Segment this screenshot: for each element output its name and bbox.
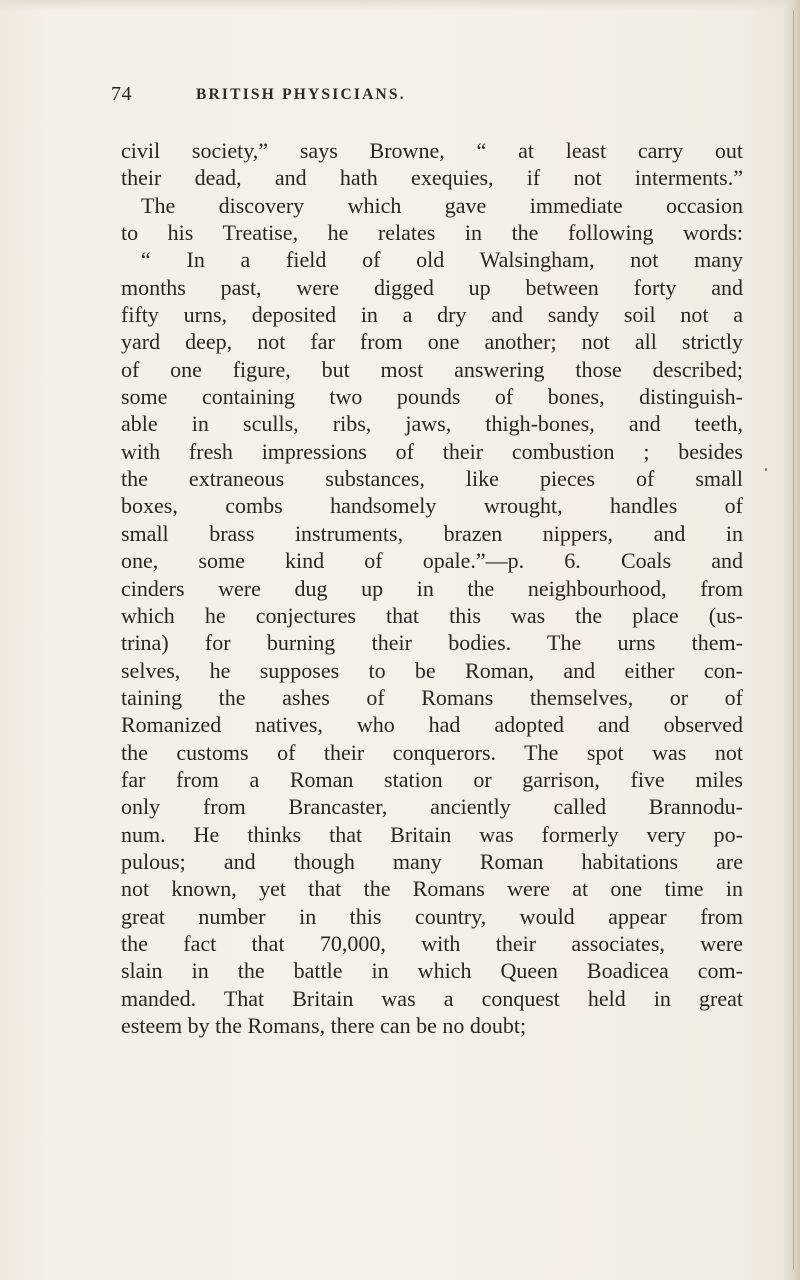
text-line: Romanized natives, who had adopted and observed	[121, 712, 743, 738]
text-line: with fresh impressions of their combustion ; besides	[121, 438, 743, 464]
text-line: “ In a field of old Walsingham, not many	[141, 247, 743, 273]
text-line: slain in the battle in which Queen Boadicea com-	[121, 958, 743, 984]
text-line: pulous; and though many Roman habitations are	[121, 848, 743, 874]
text-line: cinders were dug up in the neighbourhood, from	[121, 575, 743, 601]
page-top-shadow	[0, 0, 800, 10]
text-line: able in sculls, ribs, jaws, thigh-bones, and teeth,	[121, 411, 743, 437]
page-number: 74	[111, 83, 132, 105]
page-gutter-edge	[784, 0, 800, 1280]
running-head: BRITISH PHYSICIANS.	[196, 86, 406, 103]
text-line: num. He thinks that Britain was formerly very po-	[121, 821, 743, 847]
text-line: only from Brancaster, anciently called Brannodu-	[121, 794, 743, 820]
text-line: not known, yet that the Romans were at one time in	[121, 876, 743, 902]
text-line: esteem by the Romans, there can be no doubt;	[121, 1013, 527, 1038]
text-line: great number in this country, would appear from	[121, 903, 743, 929]
text-line: far from a Roman station or garrison, five miles	[121, 766, 743, 792]
text-line: fifty urns, deposited in a dry and sandy soil not a	[121, 302, 743, 328]
text-line: boxes, combs handsomely wrought, handles of	[121, 493, 743, 519]
text-line: The discovery which gave immediate occasion	[141, 192, 743, 218]
text-line: which he conjectures that this was the place (us-	[121, 602, 743, 628]
text-line: one, some kind of opale.”—p. 6. Coals and	[121, 548, 743, 574]
text-line: small brass instruments, brazen nippers, and in	[121, 520, 743, 546]
text-line: manded. That Britain was a conquest held in great	[121, 985, 743, 1011]
text-line: the extraneous substances, like pieces of small	[121, 466, 743, 492]
text-line: months past, were digged up between forty and	[121, 274, 743, 300]
text-line: some containing two pounds of bones, distinguish-	[121, 384, 743, 410]
text-line: selves, he supposes to be Roman, and either con-	[121, 657, 743, 683]
text-line: the customs of their conquerors. The spot was not	[121, 739, 743, 765]
text-line: their dead, and hath exequies, if not interments.”	[121, 165, 743, 191]
body-text	[121, 137, 743, 1039]
text-line: taining the ashes of Romans themselves, or of	[121, 684, 743, 710]
text-line: yard deep, not far from one another; not all strictly	[121, 329, 743, 355]
text-line: to his Treatise, he relates in the following words:	[121, 220, 743, 246]
text-line: of one figure, but most answering those described;	[121, 356, 743, 382]
text-line: civil society,” says Browne, “ at least carry out	[121, 138, 743, 163]
ink-speck	[765, 468, 767, 471]
text-line: the fact that 70,000, with their associates, were	[121, 930, 743, 956]
text-line: trina) for burning their bodies. The urns them-	[121, 630, 743, 656]
page-header	[111, 83, 731, 109]
